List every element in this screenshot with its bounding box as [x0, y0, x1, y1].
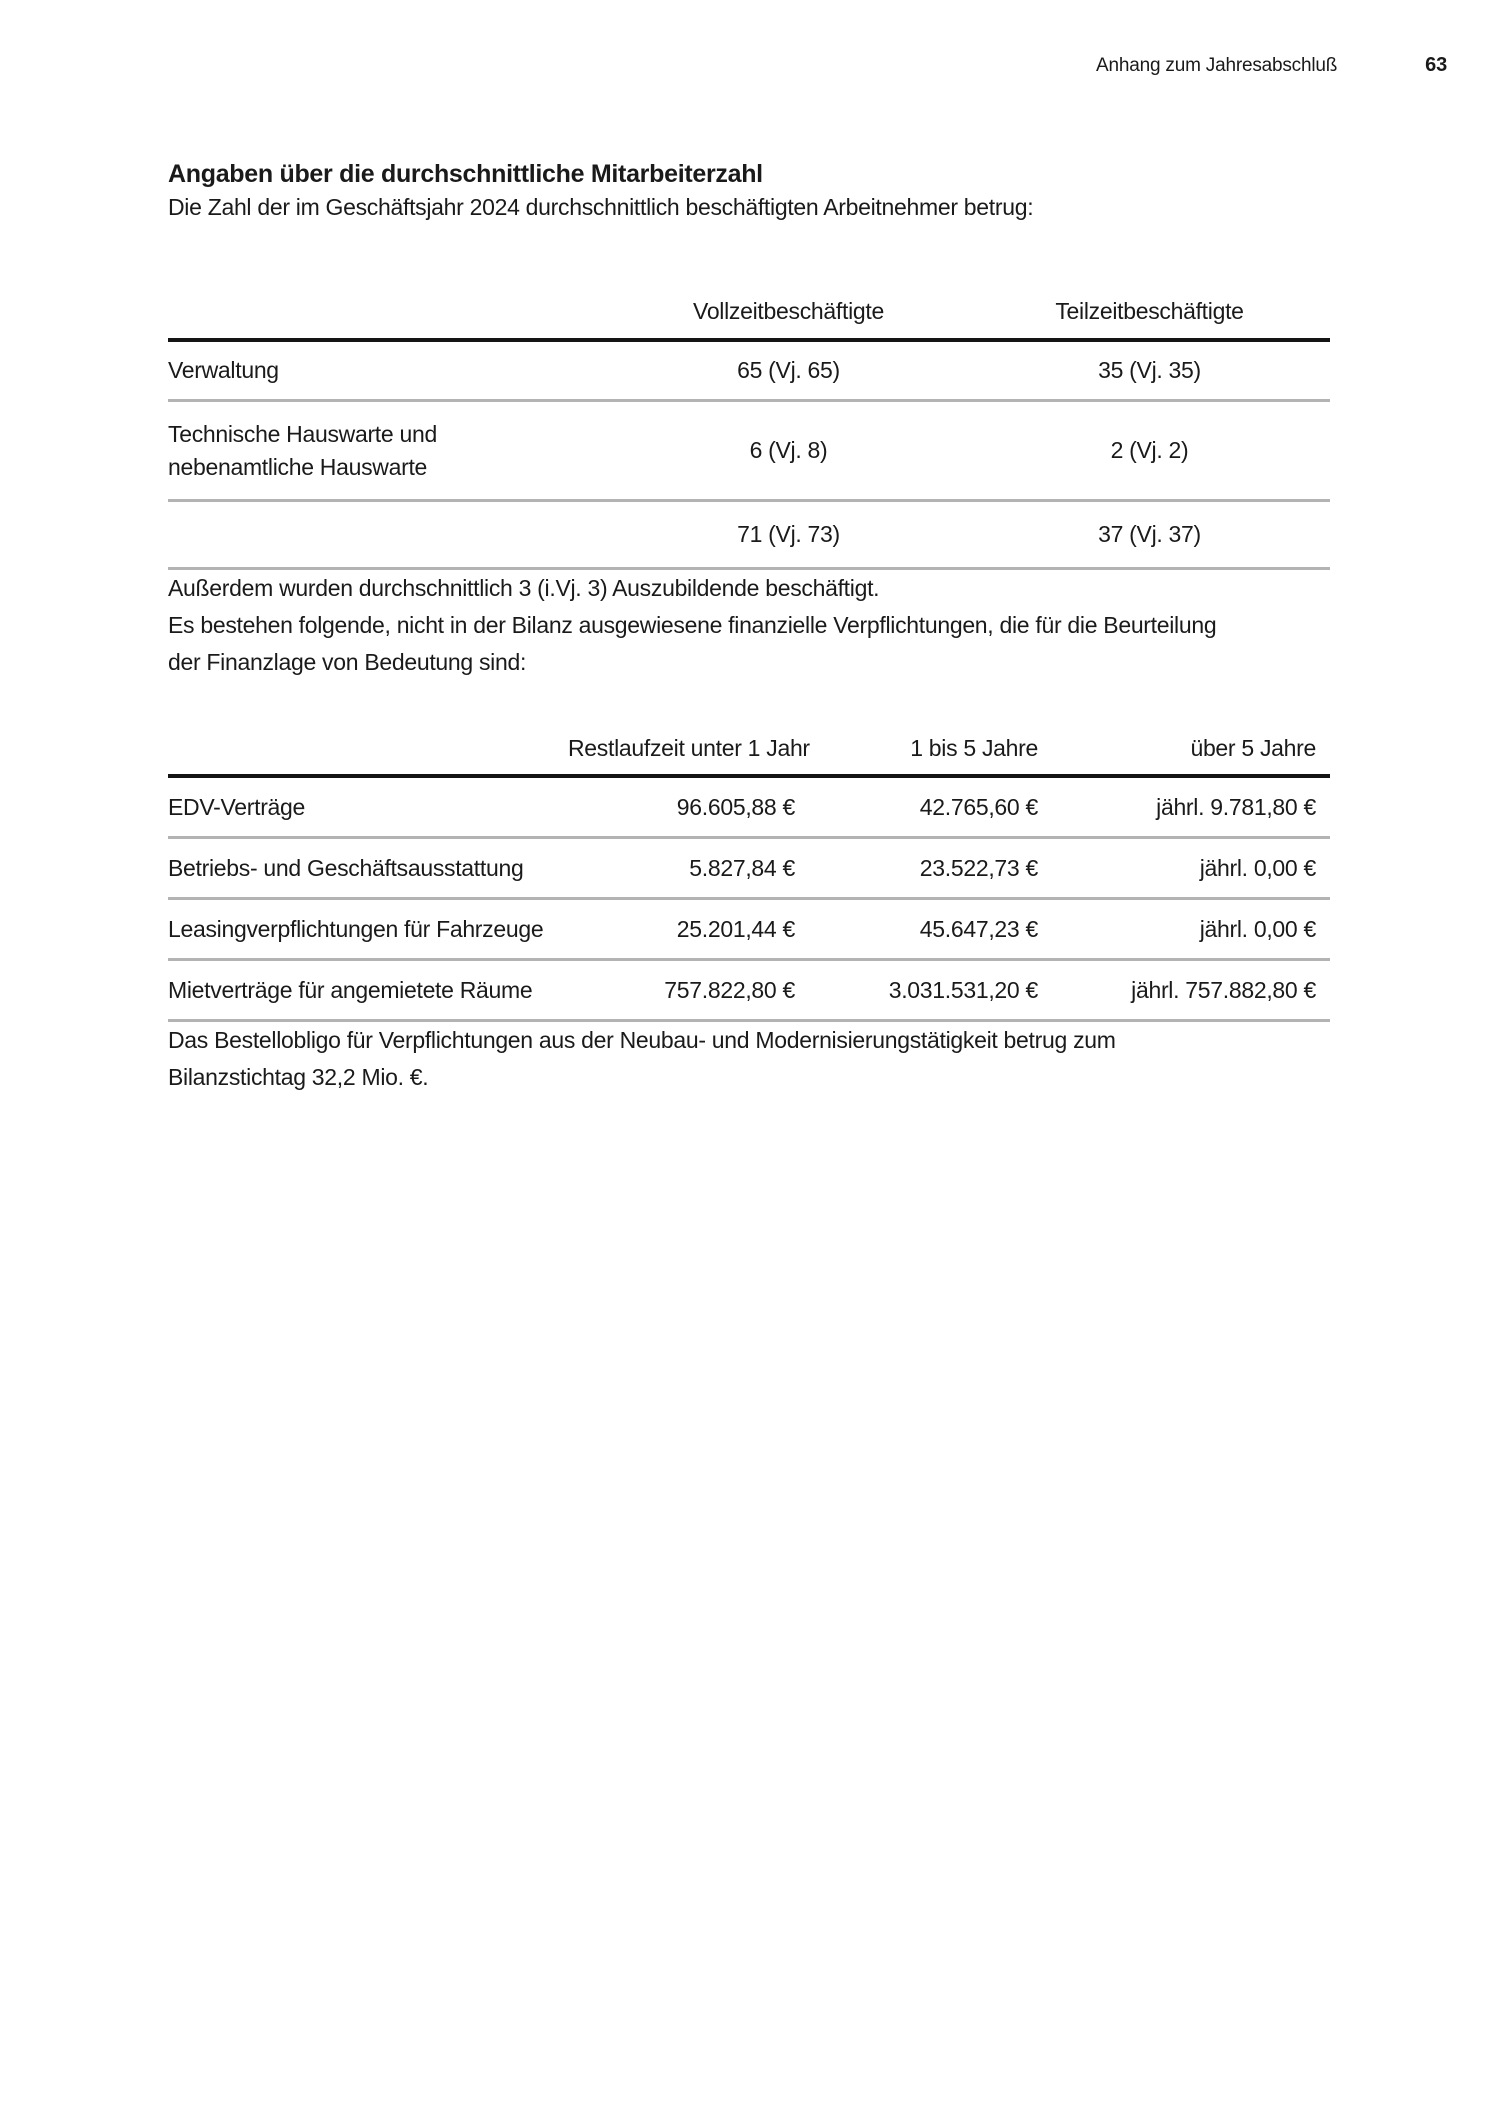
table-total-row	[168, 502, 1330, 570]
obligations-table	[168, 717, 1330, 1022]
obligations-intro: Es bestehen folgende, nicht in der Bilanz ausgewiesene finanzielle Verpflichtungen, die für die Beurteilung der Finanzlage von Bedeutung sind:	[168, 612, 1217, 675]
row-value-1-to-5-years: 23.522,73 €	[919, 854, 1038, 881]
employees-col-fulltime: Vollzeitbeschäftigte	[693, 298, 884, 324]
row-value-over-5-years: jährl. 757.882,80 €	[1131, 976, 1316, 1003]
row-value-under-1-year: 25.201,44 €	[676, 915, 795, 942]
employees-table	[168, 276, 1330, 570]
table-row	[168, 778, 1330, 839]
row-value-parttime: 2 (Vj. 2)	[1110, 437, 1189, 463]
obligations-note: Das Bestellobligo für Verpflichtungen aus der Neubau- und Modernisierungstätigkeit betrug zum Bilanzstichtag 32,2 Mio. €.	[168, 1027, 1116, 1090]
row-value-under-1-year: 5.827,84 €	[689, 854, 795, 881]
row-label: EDV-Verträge	[168, 793, 306, 820]
obligations-table-header-row	[168, 717, 1330, 778]
total-fulltime: 71 (Vj. 73)	[737, 521, 840, 547]
row-value-1-to-5-years: 3.031.531,20 €	[888, 976, 1038, 1003]
obligations-col-over-5-years: über 5 Jahre	[1190, 735, 1316, 761]
employees-col-empty	[168, 325, 608, 338]
row-value-under-1-year: 96.605,88 €	[676, 793, 795, 820]
running-head-title: Anhang zum Jahresabschluß	[1096, 55, 1338, 76]
employees-table-header-row	[168, 276, 1330, 342]
table-row	[168, 402, 1330, 502]
row-value-1-to-5-years: 45.647,23 €	[919, 915, 1038, 942]
running-head	[168, 54, 1447, 77]
page-content	[168, 160, 1330, 1096]
row-label: Betriebs- und Geschäftsausstattung	[168, 854, 524, 881]
row-label: Mietverträge für angemietete Räume	[168, 976, 533, 1003]
row-label: Technische Hauswarte und nebenamtliche Hauswarte	[168, 420, 437, 480]
row-value-parttime: 35 (Vj. 35)	[1098, 357, 1201, 383]
row-label: Verwaltung	[168, 357, 279, 383]
page-number: 63	[1425, 54, 1447, 76]
row-value-1-to-5-years: 42.765,60 €	[919, 793, 1038, 820]
obligations-col-empty	[168, 762, 568, 774]
section-heading-employees: Angaben über die durchschnittliche Mitarbeiterzahl	[168, 160, 763, 188]
row-value-under-1-year: 757.822,80 €	[664, 976, 795, 1003]
row-value-over-5-years: jährl. 9.781,80 €	[1156, 793, 1316, 820]
row-value-fulltime: 65 (Vj. 65)	[737, 357, 840, 383]
table-row	[168, 961, 1330, 1022]
table-row	[168, 900, 1330, 961]
employees-intro: Die Zahl der im Geschäftsjahr 2024 durchschnittlich beschäftigten Arbeitnehmer betrug:	[168, 194, 1034, 220]
row-value-fulltime: 6 (Vj. 8)	[749, 437, 828, 463]
employees-col-parttime: Teilzeitbeschäftigte	[1055, 298, 1244, 324]
row-label: Leasingverpflichtungen für Fahrzeuge	[168, 915, 544, 942]
total-parttime: 37 (Vj. 37)	[1098, 521, 1201, 547]
row-value-over-5-years: jährl. 0,00 €	[1199, 854, 1316, 881]
obligations-col-under-1-year: Restlaufzeit unter 1 Jahr	[568, 735, 810, 761]
employees-note: Außerdem wurden durchschnittlich 3 (i.Vj. 3) Auszubildende beschäftigt.	[168, 575, 880, 601]
table-row	[168, 342, 1330, 402]
obligations-col-1-to-5-years: 1 bis 5 Jahre	[910, 735, 1038, 761]
row-value-over-5-years: jährl. 0,00 €	[1199, 915, 1316, 942]
table-row	[168, 839, 1330, 900]
